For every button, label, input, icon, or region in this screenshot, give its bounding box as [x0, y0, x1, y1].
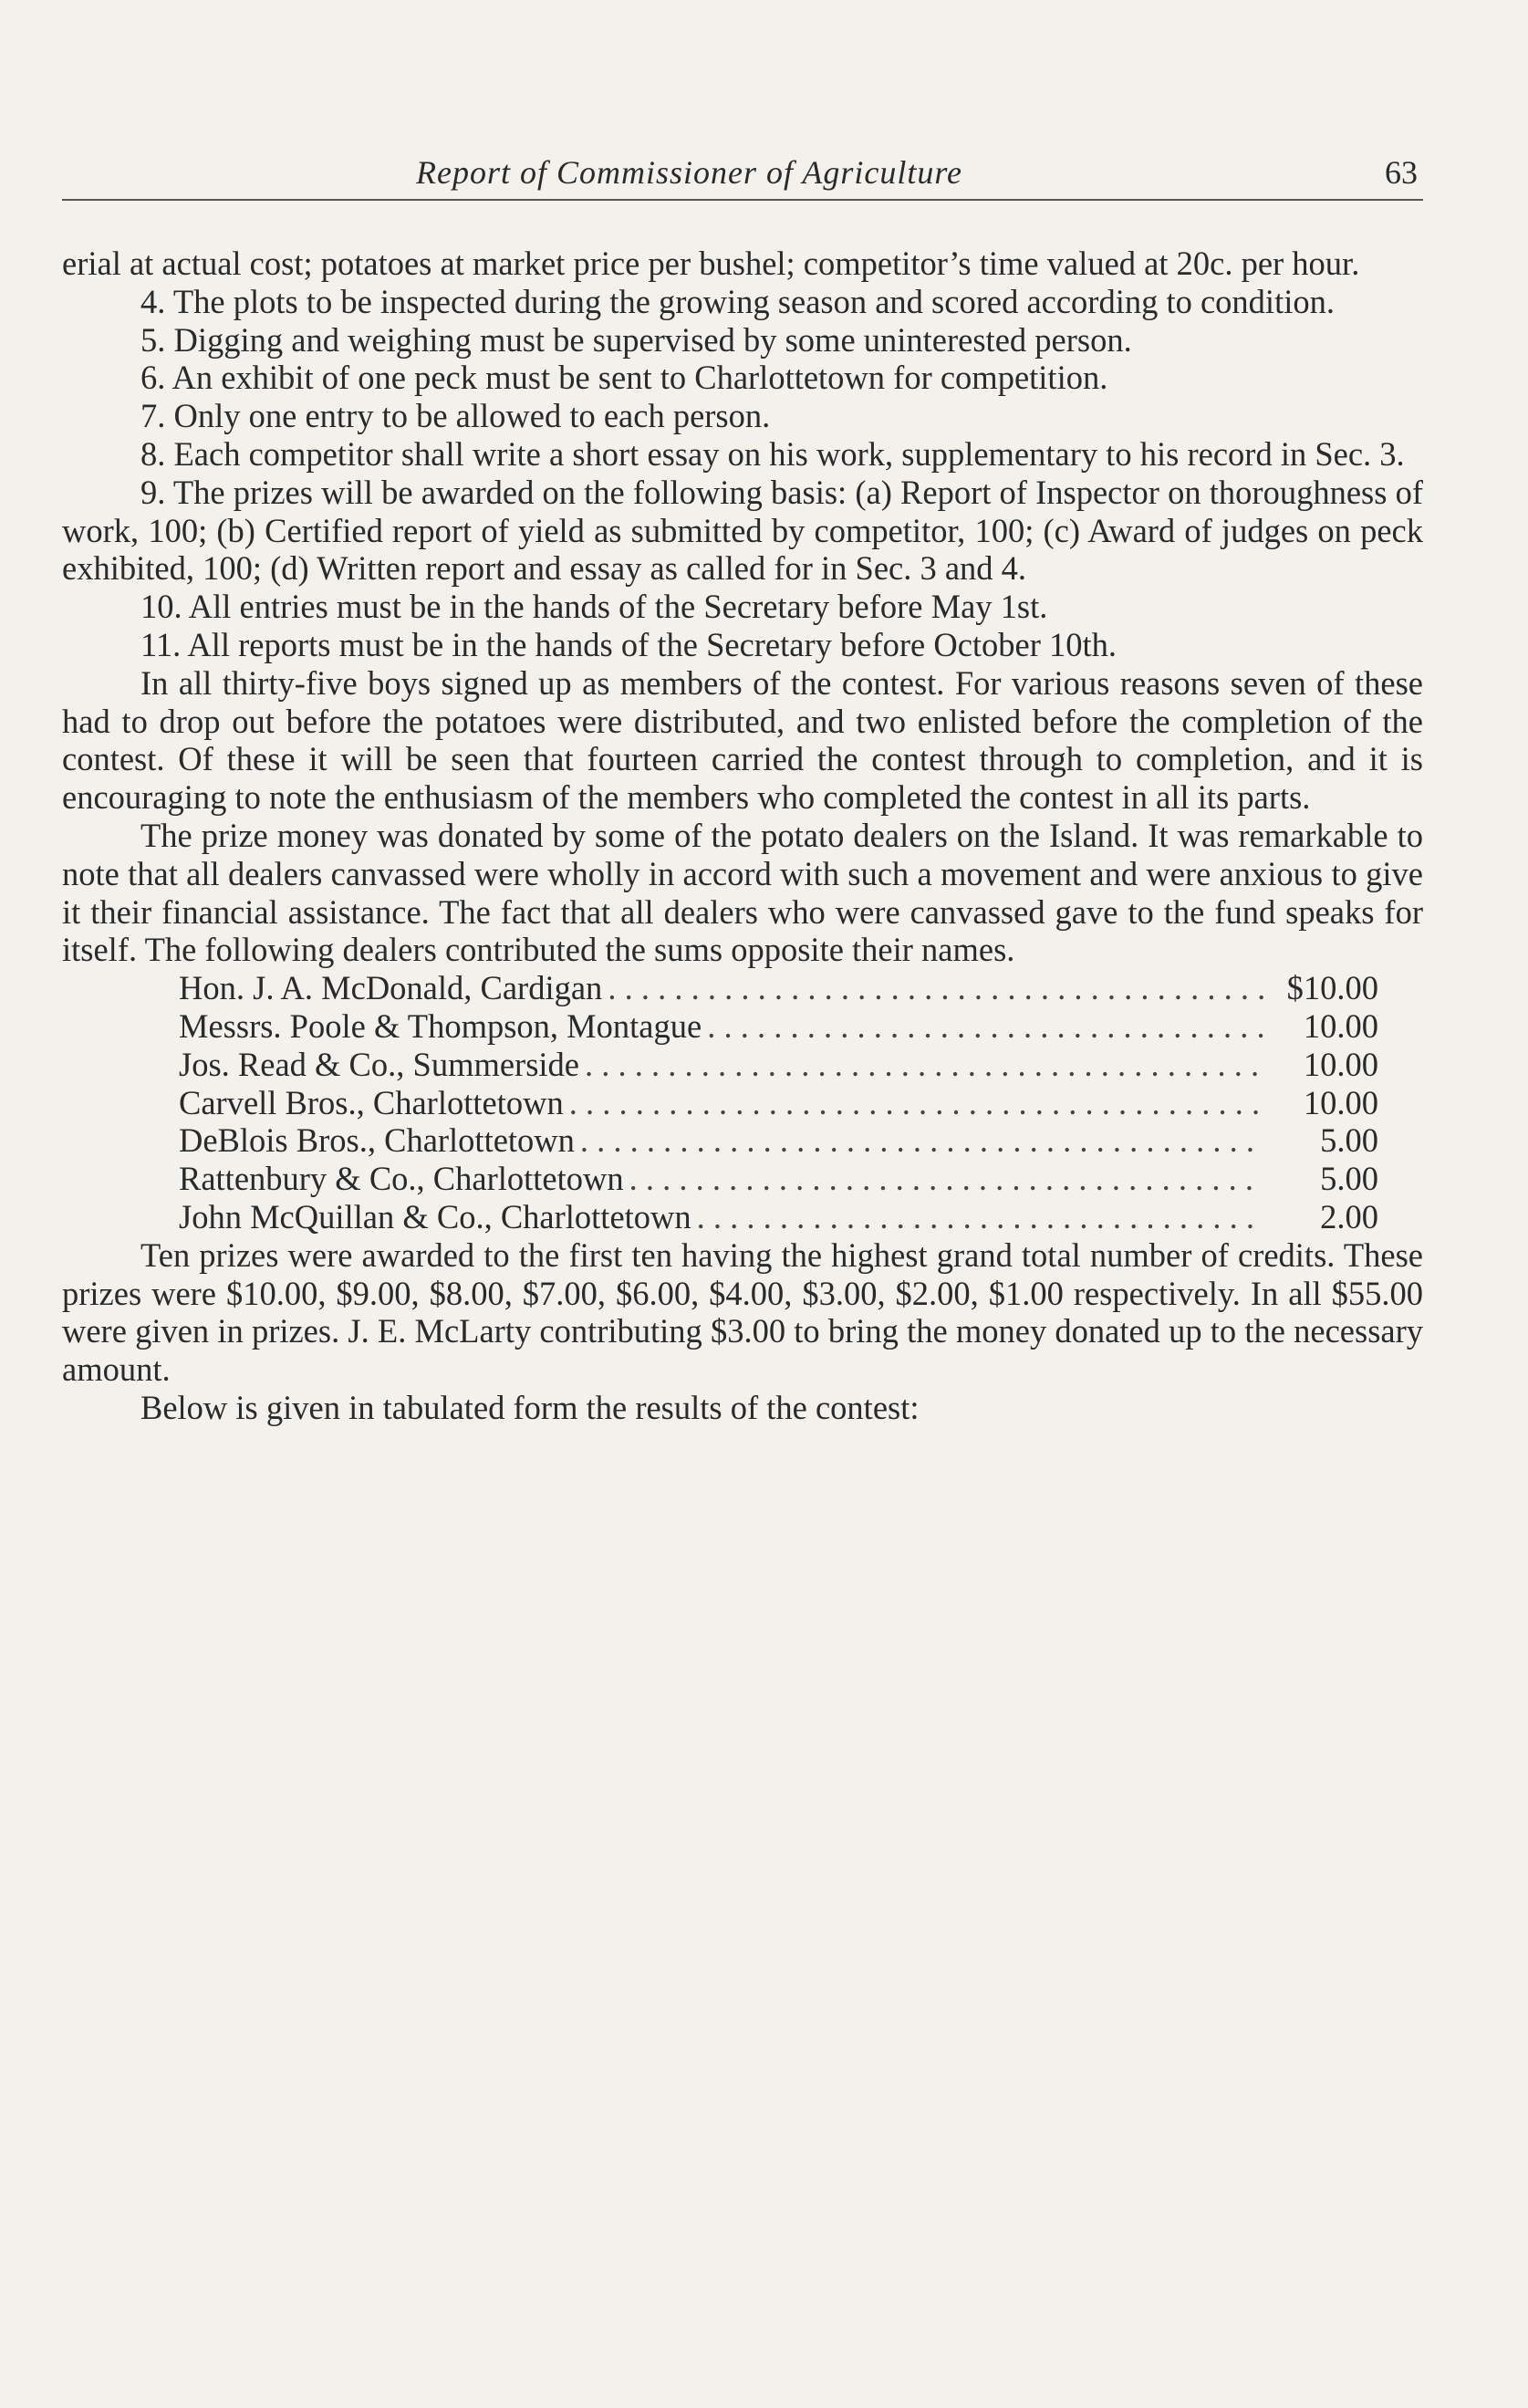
contributors-list	[179, 969, 1378, 1236]
dot-leader	[569, 1084, 1263, 1122]
dot-leader	[629, 1160, 1263, 1198]
list-item	[179, 1007, 1378, 1046]
rule-4: 4. The plots to be inspected during the growing season and scored according to condition.	[140, 282, 1335, 320]
paragraph-prize-money: The prize money was donated by some of the potato dealers on the Island. It was remarkable to note that all dealers canvassed were wholly in accord with such a movement and were anxious to give it their financial assistance. The fact that all dealers who were canvassed gave to the fund speaks for itself. The following dealers contributed the sums opposite their names.	[62, 816, 1423, 969]
body-text	[62, 245, 1423, 1427]
contributor-amount: 10.00	[1303, 1083, 1378, 1121]
rule-5: 5. Digging and weighing must be supervised by some uninterested person.	[140, 320, 1132, 359]
dot-leader	[707, 1007, 1263, 1046]
contributor-amount: $10.00	[1286, 969, 1378, 1007]
contributor-amount: 10.00	[1303, 1006, 1378, 1045]
list-item	[179, 1121, 1378, 1160]
rule-6: 6. An exhibit of one peck must be sent to Charlottetown for competition.	[140, 359, 1108, 397]
contributor-amount: 10.00	[1303, 1045, 1378, 1083]
header-title: Report of Commissioner of Agriculture	[416, 154, 962, 191]
contributor-amount: 2.00	[1320, 1197, 1378, 1235]
contributor-amount: 5.00	[1320, 1160, 1378, 1198]
paragraph-prizes: Ten prizes were awarded to the first ten having the highest grand total number of credits. These prizes were $10.00, $9.00, $8.00, $7.00, $6.00, $4.00, $3.00, $2.00, $1.00 respectively. In all $55.00 were given in prizes. J. E. McLarty contributing $3.00 to bring the money donated up to the necessary amount.	[62, 1235, 1423, 1389]
list-item	[179, 1198, 1378, 1236]
rule-7: 7. Only one entry to be allowed to each person.	[140, 397, 771, 435]
list-item	[179, 969, 1378, 1007]
contributor-name: Rattenbury & Co., Charlottetown	[179, 1160, 624, 1198]
dot-leader	[608, 969, 1263, 1007]
rule-9: 9. The prizes will be awarded on the following basis: (a) Report of Inspector on thoroughness of work, 100; (b) Certified report of yield as submitted by competitor, 100; (c) Award of judges on peck exhibited, 100; (d) Written report and essay as called for in Sec. 3 and 4.	[62, 473, 1423, 588]
running-header	[62, 153, 1423, 201]
rule-10: 10. All entries must be in the hands of the Secretary before May 1st.	[140, 588, 1048, 626]
paragraph-contestants: In all thirty-five boys signed up as members of the contest. For various reasons seven of these had to drop out before the potatoes were distributed, and two enlisted before the completion of the contest. Of these it will be seen that fourteen carried the contest through to completion, and it is encouraging to note the enthusiasm of the members who completed the contest in all its parts.	[62, 663, 1423, 817]
rule-8: 8. Each competitor shall write a short essay on his work, supplementary to his record in Sec. 3.	[140, 434, 1405, 473]
contributor-name: Jos. Read & Co., Summerside	[179, 1045, 579, 1083]
dot-leader	[585, 1046, 1263, 1084]
contributor-amount: 5.00	[1320, 1121, 1378, 1160]
page-number: 63	[1385, 154, 1418, 191]
intro-paragraph: erial at actual cost; potatoes at market price per bushel; competitor’s time valued at 20c. per hour.	[62, 245, 1360, 282]
list-item	[179, 1046, 1378, 1084]
rule-11: 11. All reports must be in the hands of the Secretary before October 10th.	[140, 625, 1117, 663]
contributor-name: John McQuillan & Co., Charlottetown	[179, 1197, 691, 1235]
contributor-name: Hon. J. A. McDonald, Cardigan	[179, 969, 603, 1007]
contributor-name: DeBlois Bros., Charlottetown	[179, 1121, 575, 1160]
contributor-name: Carvell Bros., Charlottetown	[179, 1083, 564, 1121]
contributor-name: Messrs. Poole & Thompson, Montague	[179, 1006, 702, 1045]
paragraph-results-intro: Below is given in tabulated form the results of the contest:	[140, 1388, 920, 1426]
list-item	[179, 1160, 1378, 1198]
dot-leader	[697, 1198, 1263, 1236]
list-item	[179, 1084, 1378, 1122]
dot-leader	[580, 1121, 1263, 1160]
